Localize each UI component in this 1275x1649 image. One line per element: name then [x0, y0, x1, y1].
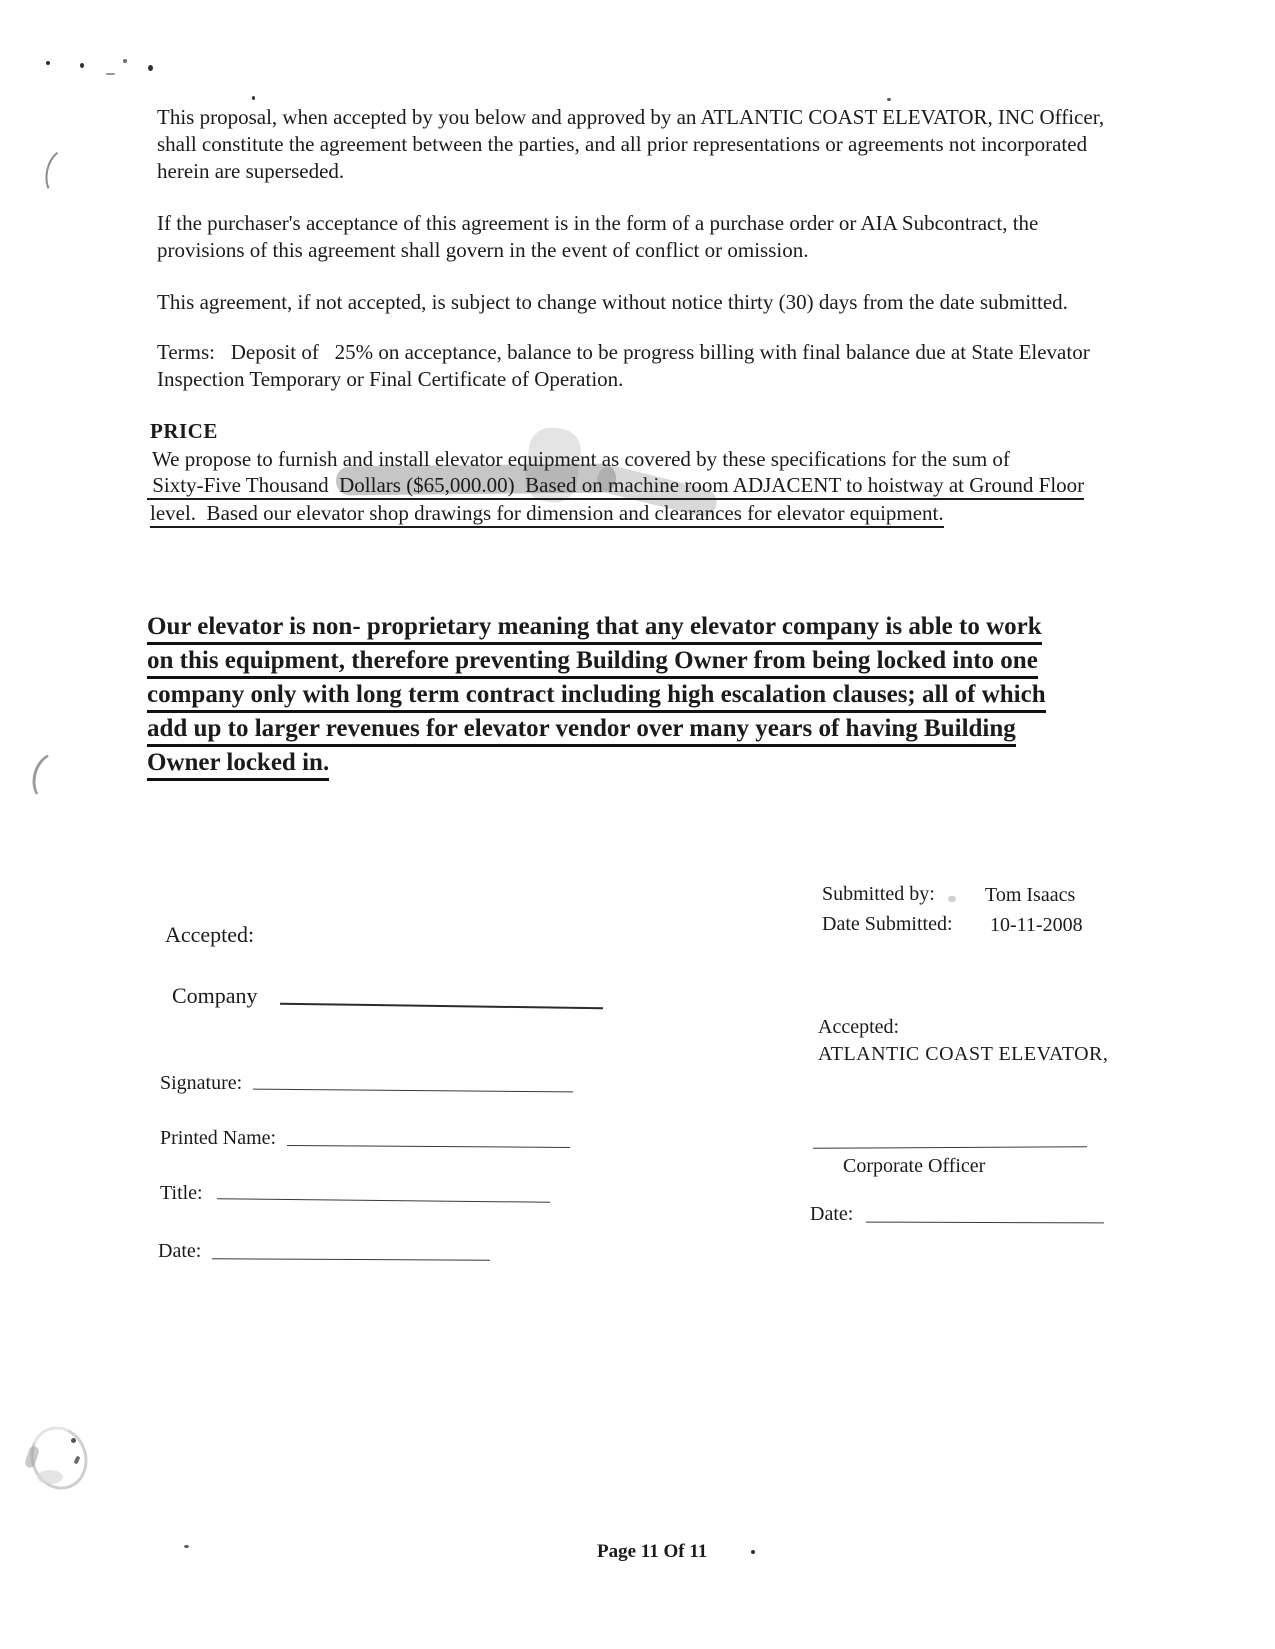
paragraph-proposal-acceptance: This proposal, when accepted by you below and approved by an ATLANTIC COAST ELEVATOR, INC Officer, shall constitute the agreement between the parties, and all prior representations or agreements not incorporated herein are superseded. — [157, 105, 1105, 183]
scan-speck — [123, 59, 127, 63]
paragraph-terms: Terms: Deposit of 25% on acceptance, balance to be progress billing with final balance due at State Elevator Inspection Temporary or Final Certificate of Operation. — [157, 340, 1090, 391]
scan-speck — [887, 98, 891, 101]
statement-line: on this equipment, therefore preventing Building Owner from being locked into one — [147, 647, 1038, 675]
scan-speck — [252, 96, 255, 100]
title-line — [217, 1198, 550, 1202]
scan-artifact-arc — [27, 747, 81, 808]
statement-line: Our elevator is non- proprietary meaning that any elevator company is able to work — [147, 613, 1042, 641]
printed-name-line — [287, 1145, 570, 1148]
scan-speck — [948, 896, 956, 902]
price-intro-line: We propose to furnish and install elevator equipment as covered by these specifications for the sum of — [152, 447, 1010, 471]
scan-speck — [148, 65, 153, 71]
scan-speck — [751, 1550, 755, 1554]
company-label: Company — [172, 983, 258, 1008]
scan-speck — [106, 73, 115, 75]
date-line-right — [866, 1222, 1104, 1224]
scan-speck — [80, 63, 84, 68]
corporate-officer-label: Corporate Officer — [843, 1155, 986, 1177]
accepted-label-left: Accepted: — [165, 922, 255, 947]
scan-artifact-arc — [40, 145, 85, 202]
date-line-left — [212, 1258, 490, 1260]
accepted-label-right: Accepted: — [818, 1016, 900, 1038]
company-signature-line — [280, 1003, 603, 1010]
scan-speck — [46, 61, 50, 65]
date-label-left: Date: — [158, 1240, 202, 1262]
corporate-officer-signature-line — [813, 1146, 1087, 1148]
scan-speck — [184, 1545, 189, 1548]
paragraph-change-notice: This agreement, if not accepted, is subject to change without notice thirty (30) days from the date submitted. — [157, 290, 1068, 314]
signature-label: Signature: — [160, 1072, 243, 1094]
price-amount-text: Sixty-Five Thousand Dollars ($65,000.00) Based on machine room ADJACENT to hoistway at Ground Floor — [147, 473, 1084, 500]
price-clarification-line — [150, 500, 944, 527]
price-clarification-text: level. Based our elevator shop drawings for dimension and clearances for elevator equipment. — [150, 501, 944, 528]
date-label-right: Date: — [810, 1203, 854, 1225]
printed-name-label: Printed Name: — [160, 1127, 277, 1149]
statement-line: company only with long term contract including high escalation clauses; all of which — [147, 681, 1046, 709]
paragraph-purchase-order: If the purchaser's acceptance of this agreement is in the form of a purchase order or AIA Subcontract, the provisions of this agreement shall govern in the event of conflict or omission. — [157, 211, 1039, 262]
date-submitted-label: Date Submitted: — [822, 913, 953, 935]
company-name: ATLANTIC COAST ELEVATOR, — [818, 1043, 1109, 1065]
statement-line: add up to larger revenues for elevator vendor over many years of having Building — [147, 715, 1016, 743]
title-label: Title: — [160, 1182, 203, 1204]
statement-line: Owner locked in. — [147, 749, 329, 777]
price-amount-line — [147, 472, 1084, 499]
page-number-footer: Page 11 Of 11 — [597, 1541, 708, 1562]
submitted-by-label: Submitted by: — [822, 883, 935, 905]
price-heading: PRICE — [150, 419, 218, 443]
signature-line — [253, 1089, 573, 1093]
scan-artifact-swirl — [25, 1418, 89, 1496]
submitted-by-value: Tom Isaacs — [985, 884, 1076, 906]
date-submitted-value: 10-11-2008 — [990, 914, 1083, 936]
